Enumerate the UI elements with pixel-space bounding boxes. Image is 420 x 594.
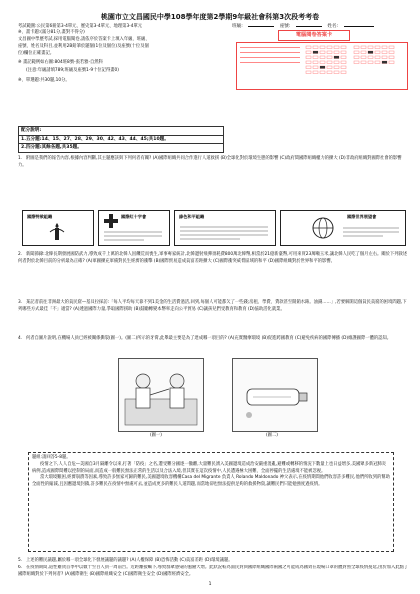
globe-icon — [311, 216, 335, 240]
instruction-2: 文昌國中學歷考試,採用電腦閱卷,請依序於答案卡上填入年級、班級、 — [18, 37, 150, 42]
logo-greenpeace-name: 綠色和平組織 — [179, 214, 205, 219]
class-label: 班級: — [232, 24, 243, 29]
name-blank[interactable] — [344, 26, 374, 27]
instruction-1: ※、畫卡題:(滿分81分,畫對不得分) — [18, 30, 85, 35]
card-line — [240, 62, 300, 63]
logo-world-vision — [280, 210, 406, 246]
question-1-text: 附圖是我們的報告內容,根據內容判斷,其主題應該與下列何者有關? (A)國際組織共同合作進行人道救援 (B)全球化對於環境生態的影響 (C)政府間國際組織權力的擴大 (D)非政府組織對國際社會的影響力。 — [18, 156, 402, 168]
instruction-7: ※、單選題:共30題,10分。 — [18, 78, 70, 83]
class-blank[interactable] — [248, 26, 274, 27]
score-row-heading: 配分說明: — [19, 127, 223, 136]
question-6-text: 在疫情期間,道性雞貨首季中以數十至百人員一周前台。近距離接觸下,導致群眾感染的風險大增。此狀況較為面民對與國際組織國際兩國之可能成為國效在現場口罩的體對照全球疫情蔓延,由於加入此點了國際組織對於下列何者? (A)國際衛生 (B)國際組織安全 (C)國際衛生安全 (D)國際經濟安全。 — [18, 565, 409, 577]
organization-logos — [22, 210, 406, 246]
question-5-text: 上述的難民議題,屬於哪一項全球化下發展議題的議題? (A)人權保障 (B)恐怖活動 (C)貧富差距 (D)環境議題。 — [26, 558, 233, 563]
seat-label: 座號: — [279, 24, 291, 29]
reading-passage — [28, 452, 394, 552]
question-4-text: 何者自圖片說明,在機場人員已經被關係撕裂(圖一)。(圖二)所示的牙膏,此舉最主要是為了達成哪一項目的? (A)充實醫療環境 (B)促進跨國教育 (C)避免疾病的國際傳播 (D)維護國際一體的認知。 — [26, 336, 392, 341]
instruction-6: (注意:年級請填789;班級及座號1-9十位記得畫0) — [26, 68, 119, 73]
text-lines-icon — [104, 229, 164, 243]
logo-amnesty-name: 國際特赦組織 — [27, 214, 53, 219]
logo-red-cross — [98, 210, 170, 246]
logo-greenpeace — [174, 210, 276, 246]
score-row-five-point: 1.五分題:14、15、27、28、29、30、42、43、44、45;共10題。 — [19, 136, 223, 145]
page-number: 1 — [208, 582, 212, 587]
passage-paragraph-2: 當大環境艱困,經濟崩潰等因素,導致許多無家可歸的難民,美國邊境收容機構Casa del Migrante 負責人 Rolando Maldonado 神父表示,在疫情期間他們收容許多難民,他們所收到的幫助全面性的縮減,且因應邊境封鎖,許多難民在疫情中無處可去,並造成更多的難民人道問題,而當地卻也無法提供足夠的救援物資,讓難民們只能勉強度過疫情。 — [32, 475, 390, 488]
answer-card-sample — [236, 30, 408, 90]
seat-blank[interactable] — [296, 26, 322, 27]
toothpaste-illustration — [233, 359, 317, 431]
question-5: 5. 上述的難民議題,屬於哪一項全球化下發展議題的議題? (A)人權保障 (B)恐怖活動 (C)貧富差距 (D)環境議題。 — [18, 558, 233, 563]
score-row-four-point: 2.四分題:其餘各題,共35題。 — [21, 145, 82, 150]
instruction-4: 位)欄位正確畫記。 — [18, 51, 55, 56]
question-2: 2. 新聞節錄:北韓長期發展國防武力,導致成千上萬的北韓人因饑荒而喪生,軍事專家統計,北韓邊射飛彈須耗費800萬北韓幣,相當於21億新臺幣,可用來買23萬噸玉米,讓北韓人民吃了個月左右。關於下列敘述何者對於北韓目前的分析最為正確? (A)軍國擴充軍備對民生經濟的衝擊 (B)國際貿易造成貧富差距擴大 (C)國際衝突威脅區域的和平 (D)國際組織對於世界和平的影響。 — [18, 252, 408, 264]
red-cross-icon — [103, 213, 119, 229]
question-2-text: 新聞節錄:北韓長期發展國防武力,導致成千上萬的北韓人因饑荒而喪生,軍事專家統計,北韓邊射飛彈須耗費800萬北韓幣,相當於21億新臺幣,可用來買23萬噸玉米,讓北韓人民吃了個月左右。關於下列敘述何者對於北韓目前的分析最為正確? (A)軍國擴充軍備對民生經濟的衝擊 (B)國際貿易造成貧富差距擴大 (C)國際衝突威脅區域的和平 (D)國際組織對於世界和平的影響。 — [18, 252, 408, 264]
logo-red-cross-name: 國際紅十字會 — [121, 214, 147, 219]
figure-1-illustration — [118, 358, 204, 432]
text-lines-icon — [343, 225, 403, 237]
name-label: 姓名: — [327, 24, 339, 29]
score-table — [18, 126, 224, 153]
answer-card-bubble-grid — [304, 44, 404, 88]
question-4: 4. 何者自圖片說明,在機場人員已經被關係撕裂(圖一)。(圖二)所示的牙膏,此舉最主要是為了達成哪一項目的? (A)充實醫療環境 (B)促進跨國教育 (C)避免疾病的國際傳播 (D)維護國際一體的認知。 — [18, 336, 392, 341]
passage-topic: 題組:請回答5-8題。 — [32, 455, 71, 460]
passage-paragraph-1: 疫情之下,人人自危—美國自3月隔離令以來,打著「防疫」之名,遭受難分國逐一撤離,大量難民湧入美國邊境造成治安嚴重混亂,避難或轉移的情況下數量上也日益增多,美國眾多新冠肺炎病例,造成國際間難以控制的局面,而造成一般難民無法正常的生活以及合法入境,但其實在這次疫情中,人民遭遇極大困難、全面停擺的生活處境不能被忽視。 — [32, 461, 387, 474]
candle-icon — [47, 222, 67, 242]
answer-card-title: 電腦閱卷答案卡 — [278, 30, 350, 41]
figure-1-caption: (圖一) — [150, 433, 162, 438]
logo-world-vision-name: 國際世界展望會 — [347, 214, 377, 219]
student-id-row — [232, 23, 378, 29]
exam-title: 桃園市立文昌國民中學108學年度第2學期9年級社會科第3次段考考卷 — [100, 13, 320, 21]
logo-amnesty — [22, 210, 94, 246]
figure-2-caption: (圖二) — [266, 433, 278, 438]
question-1: 1. 附圖是我們的報告內容,根據內容判斷,其主題應該與下列何者有關? (A)國際組織共同合作進行人道救援 (B)全球化對於環境生態的影響 (C)政府間國際組織權力的擴大 (D)非政府組織對國際社會的影響力。 — [18, 156, 402, 168]
airport-staff-illustration — [119, 359, 203, 431]
question-6: 6. 在疫情期間,道性雞貨首季中以數十至百人員一周前台。近距離接觸下,導致群眾感染的風險大增。此狀況較為面民對與國際組織國際兩國之可能成為國效在現場口罩的體對照全球疫情蔓延,由於加入此點了國際組織對於下列何者? (A)國際衛生 (B)國際組織安全 (C)國際衛生安全 (D)國際經濟安全。 — [18, 565, 409, 577]
text-lines-icon — [180, 224, 270, 242]
card-line — [240, 57, 300, 58]
instruction-5: ※ 畫記範例如右圖:804班8號-張若雅-自然科 — [18, 60, 103, 65]
question-3-text: 某記者前往非洲最大的貧民窟—基貝拉採訪:「每人平均每天靠不到1美金的生活費過活,回到,每個人可能都欠了一些錢;房租、學費、貸款甚至開銷水錶。油錢……」,若要解開這個貧民貧窮的困境問題,下列哪些方式最佳「不」適當? (A)透過國際力量,爭取國際援助 (B)鼓勵轉變本幣率走向公平貿易 (C)讓孩兒們受教育和教育 (D)協助活化就業。 — [18, 300, 407, 312]
figure-2-illustration — [232, 358, 318, 432]
card-line — [240, 47, 300, 48]
exam-scope: 考試範圍:公民第6冊第3-4單元、歷史第3-4單元、地理第3-4單元 — [18, 24, 143, 29]
card-line — [240, 52, 300, 53]
question-3: 3. 某記者前往非洲最大的貧民窟—基貝拉採訪:「每人平均每天靠不到1美金的生活費過活,回到,每個人可能都欠了一些錢;房租、學費、貸款甚至開銷水錶。油錢……」,若要解開這個貧民貧窮的困境問題,下列哪些方式最佳「不」適當? (A)透過國際力量,爭取國際援助 (B)鼓勵轉變本幣率走向公平貿易 (C)讓孩兒們受教育和教育 (D)協助活化就業。 — [18, 300, 407, 312]
instruction-3: 座號、姓名及科目,並利用2B鉛筆於題個(1位及個位)及座號(十位及個 — [18, 44, 149, 49]
